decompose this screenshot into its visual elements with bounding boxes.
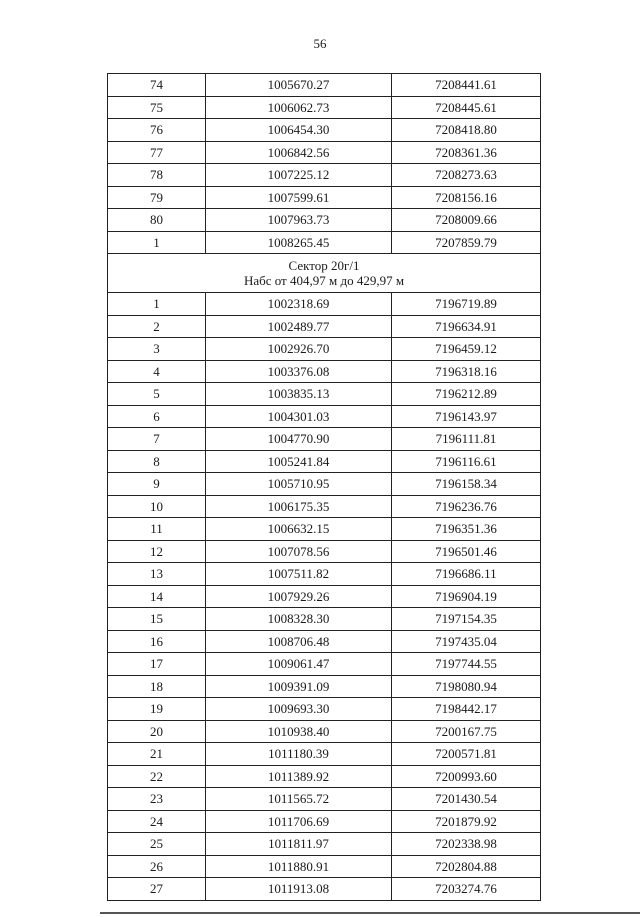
x-coordinate-cell: 1008265.45 <box>206 231 392 254</box>
table-row <box>108 675 541 698</box>
x-coordinate-cell: 1002318.69 <box>206 293 392 316</box>
top-rows <box>108 74 541 254</box>
point-number-cell: 12 <box>108 540 206 563</box>
point-number-cell: 14 <box>108 585 206 608</box>
table-row <box>108 698 541 721</box>
x-coordinate-cell: 1007225.12 <box>206 164 392 187</box>
point-number-cell: 23 <box>108 788 206 811</box>
table-row <box>108 405 541 428</box>
x-coordinate-cell: 1011913.08 <box>206 878 392 901</box>
x-coordinate-cell: 1011706.69 <box>206 810 392 833</box>
point-number-cell: 18 <box>108 675 206 698</box>
table-row <box>108 231 541 254</box>
y-coordinate-cell: 7197435.04 <box>392 630 541 653</box>
section-subtitle: Набс от 404,97 м до 429,97 м <box>243 273 405 288</box>
table-row <box>108 383 541 406</box>
table-row <box>108 563 541 586</box>
x-coordinate-cell: 1002926.70 <box>206 338 392 361</box>
table-row <box>108 833 541 856</box>
table-row <box>108 141 541 164</box>
point-number-cell: 6 <box>108 405 206 428</box>
point-number-cell: 27 <box>108 878 206 901</box>
point-number-cell: 3 <box>108 338 206 361</box>
table-row <box>108 164 541 187</box>
table-row <box>108 495 541 518</box>
point-number-cell: 20 <box>108 720 206 743</box>
table-row <box>108 315 541 338</box>
x-coordinate-cell: 1011565.72 <box>206 788 392 811</box>
y-coordinate-cell: 7196111.81 <box>392 428 541 451</box>
point-number-cell: 21 <box>108 743 206 766</box>
x-coordinate-cell: 1007511.82 <box>206 563 392 586</box>
page-number: 56 <box>313 36 327 51</box>
section-title: Сектор 20г/1 <box>288 258 360 273</box>
table-row <box>108 540 541 563</box>
point-number-cell: 79 <box>108 186 206 209</box>
point-number-cell: 25 <box>108 833 206 856</box>
table-row <box>108 585 541 608</box>
x-coordinate-cell: 1008706.48 <box>206 630 392 653</box>
y-coordinate-cell: 7196634.91 <box>392 315 541 338</box>
x-coordinate-cell: 1011811.97 <box>206 833 392 856</box>
point-number-cell: 17 <box>108 653 206 676</box>
point-number-cell: 11 <box>108 518 206 541</box>
x-coordinate-cell: 1011389.92 <box>206 765 392 788</box>
point-number-cell: 2 <box>108 315 206 338</box>
point-number-cell: 19 <box>108 698 206 721</box>
y-coordinate-cell: 7202804.88 <box>392 855 541 878</box>
table-row <box>108 608 541 631</box>
x-coordinate-cell: 1011880.91 <box>206 855 392 878</box>
x-coordinate-cell: 1005241.84 <box>206 450 392 473</box>
y-coordinate-cell: 7198080.94 <box>392 675 541 698</box>
y-coordinate-cell: 7208441.61 <box>392 74 541 97</box>
y-coordinate-cell: 7201879.92 <box>392 810 541 833</box>
coordinates-table <box>107 73 541 901</box>
x-coordinate-cell: 1006062.73 <box>206 96 392 119</box>
point-number-cell: 10 <box>108 495 206 518</box>
y-coordinate-cell: 7196116.61 <box>392 450 541 473</box>
table-row <box>108 338 541 361</box>
table-row <box>108 630 541 653</box>
x-coordinate-cell: 1002489.77 <box>206 315 392 338</box>
y-coordinate-cell: 7202338.98 <box>392 833 541 856</box>
y-coordinate-cell: 7200167.75 <box>392 720 541 743</box>
y-coordinate-cell: 7196686.11 <box>392 563 541 586</box>
x-coordinate-cell: 1004301.03 <box>206 405 392 428</box>
point-number-cell: 5 <box>108 383 206 406</box>
y-coordinate-cell: 7200993.60 <box>392 765 541 788</box>
y-coordinate-cell: 7196904.19 <box>392 585 541 608</box>
x-coordinate-cell: 1009391.09 <box>206 675 392 698</box>
y-coordinate-cell: 7208156.16 <box>392 186 541 209</box>
y-coordinate-cell: 7196236.76 <box>392 495 541 518</box>
x-coordinate-cell: 1006175.35 <box>206 495 392 518</box>
point-number-cell: 77 <box>108 141 206 164</box>
x-coordinate-cell: 1009693.30 <box>206 698 392 721</box>
y-coordinate-cell: 7196459.12 <box>392 338 541 361</box>
y-coordinate-cell: 7201430.54 <box>392 788 541 811</box>
table-row <box>108 96 541 119</box>
x-coordinate-cell: 1007599.61 <box>206 186 392 209</box>
x-coordinate-cell: 1007963.73 <box>206 209 392 232</box>
table-row <box>108 765 541 788</box>
table-row <box>108 293 541 316</box>
point-number-cell: 24 <box>108 810 206 833</box>
point-number-cell: 76 <box>108 119 206 142</box>
x-coordinate-cell: 1007929.26 <box>206 585 392 608</box>
table-row <box>108 720 541 743</box>
y-coordinate-cell: 7196212.89 <box>392 383 541 406</box>
table-row <box>108 653 541 676</box>
point-number-cell: 80 <box>108 209 206 232</box>
x-coordinate-cell: 1005710.95 <box>206 473 392 496</box>
x-coordinate-cell: 1003835.13 <box>206 383 392 406</box>
y-coordinate-cell: 7208361.36 <box>392 141 541 164</box>
table-row <box>108 810 541 833</box>
point-number-cell: 8 <box>108 450 206 473</box>
x-coordinate-cell: 1006842.56 <box>206 141 392 164</box>
table-row <box>108 450 541 473</box>
point-number-cell: 13 <box>108 563 206 586</box>
point-number-cell: 16 <box>108 630 206 653</box>
point-number-cell: 78 <box>108 164 206 187</box>
point-number-cell: 75 <box>108 96 206 119</box>
x-coordinate-cell: 1007078.56 <box>206 540 392 563</box>
y-coordinate-cell: 7196351.36 <box>392 518 541 541</box>
y-coordinate-cell: 7207859.79 <box>392 231 541 254</box>
table-row <box>108 855 541 878</box>
point-number-cell: 26 <box>108 855 206 878</box>
table-row <box>108 518 541 541</box>
x-coordinate-cell: 1005670.27 <box>206 74 392 97</box>
x-coordinate-cell: 1009061.47 <box>206 653 392 676</box>
point-number-cell: 9 <box>108 473 206 496</box>
y-coordinate-cell: 7196501.46 <box>392 540 541 563</box>
table-row <box>108 119 541 142</box>
table-row <box>108 74 541 97</box>
y-coordinate-cell: 7208009.66 <box>392 209 541 232</box>
x-coordinate-cell: 1003376.08 <box>206 360 392 383</box>
y-coordinate-cell: 7198442.17 <box>392 698 541 721</box>
y-coordinate-cell: 7197744.55 <box>392 653 541 676</box>
point-number-cell: 1 <box>108 231 206 254</box>
table-row <box>108 186 541 209</box>
section-header <box>108 254 541 293</box>
x-coordinate-cell: 1011180.39 <box>206 743 392 766</box>
x-coordinate-cell: 1006632.15 <box>206 518 392 541</box>
y-coordinate-cell: 7196318.16 <box>392 360 541 383</box>
point-number-cell: 4 <box>108 360 206 383</box>
section-header-cell <box>108 254 541 293</box>
y-coordinate-cell: 7196143.97 <box>392 405 541 428</box>
table-row <box>108 360 541 383</box>
y-coordinate-cell: 7196719.89 <box>392 293 541 316</box>
bottom-rows <box>108 293 541 901</box>
scan-edge-line <box>100 912 640 914</box>
x-coordinate-cell: 1006454.30 <box>206 119 392 142</box>
y-coordinate-cell: 7200571.81 <box>392 743 541 766</box>
point-number-cell: 15 <box>108 608 206 631</box>
table-row <box>108 878 541 901</box>
table-row <box>108 743 541 766</box>
y-coordinate-cell: 7208273.63 <box>392 164 541 187</box>
y-coordinate-cell: 7196158.34 <box>392 473 541 496</box>
point-number-cell: 74 <box>108 74 206 97</box>
x-coordinate-cell: 1008328.30 <box>206 608 392 631</box>
table-row <box>108 473 541 496</box>
y-coordinate-cell: 7208418.80 <box>392 119 541 142</box>
y-coordinate-cell: 7208445.61 <box>392 96 541 119</box>
section-header-row <box>108 254 541 293</box>
table-row <box>108 209 541 232</box>
y-coordinate-cell: 7203274.76 <box>392 878 541 901</box>
y-coordinate-cell: 7197154.35 <box>392 608 541 631</box>
point-number-cell: 1 <box>108 293 206 316</box>
table-row <box>108 428 541 451</box>
x-coordinate-cell: 1010938.40 <box>206 720 392 743</box>
x-coordinate-cell: 1004770.90 <box>206 428 392 451</box>
table-row <box>108 788 541 811</box>
point-number-cell: 22 <box>108 765 206 788</box>
point-number-cell: 7 <box>108 428 206 451</box>
